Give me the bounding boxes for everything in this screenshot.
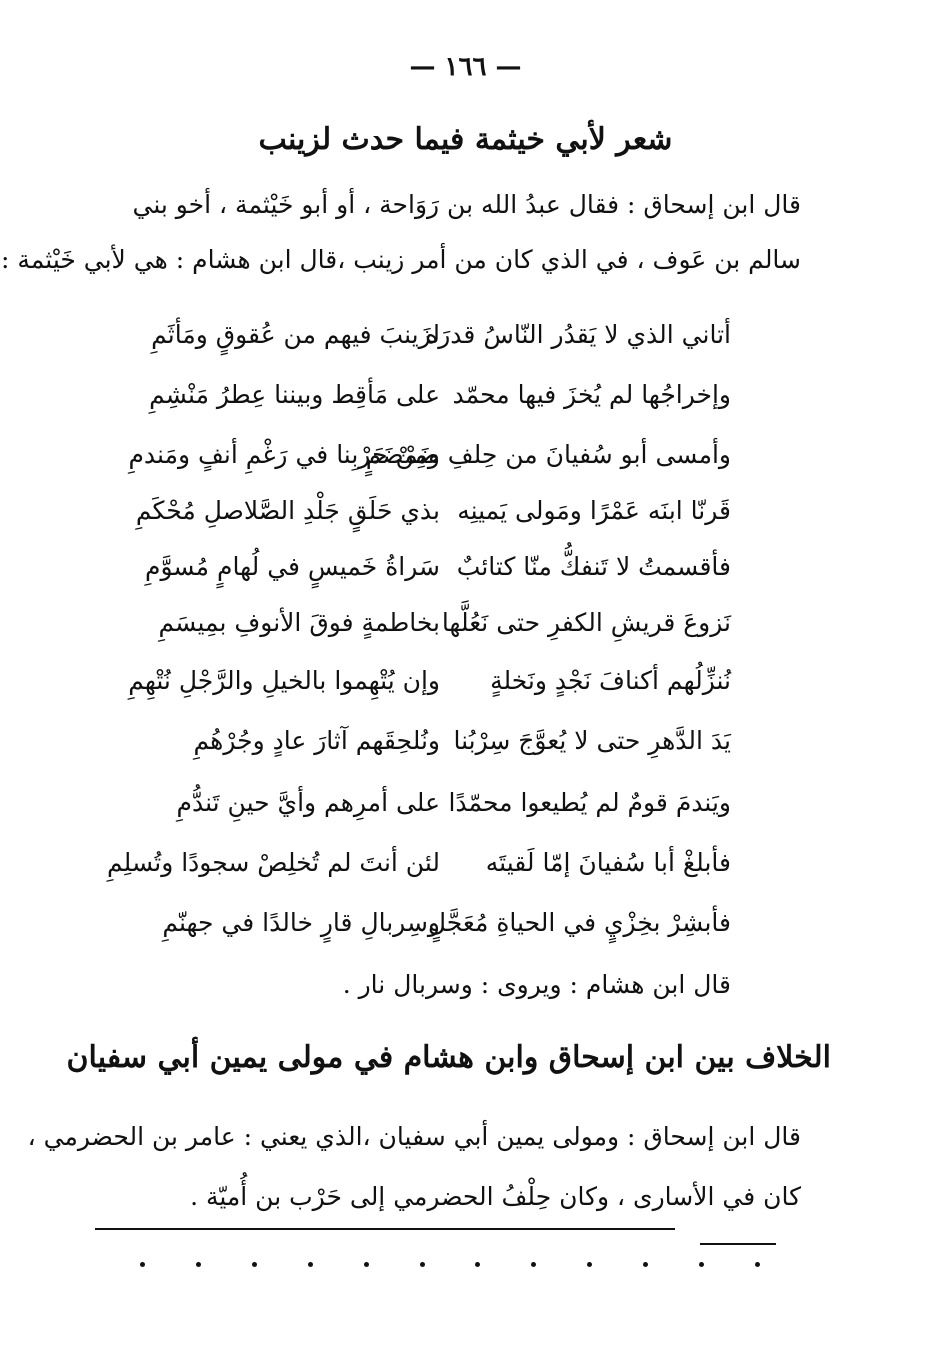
verse-5-second-hemistich: سَراةُ خَميسٍ في لُهامٍ مُسوَّمِ: [144, 552, 440, 581]
dot: [196, 1262, 201, 1267]
verse-2: [0, 380, 931, 426]
verse-11-second-hemistich: وسِربالِ قارٍ خالدًا في جهنّمِ: [162, 908, 440, 937]
dot: [755, 1262, 760, 1267]
footnote-rule-right: [700, 1243, 776, 1245]
verse-2-second-hemistich: على مَأقِط وبيننا عِطرُ مَنْشِمِ: [149, 380, 440, 409]
dot: [643, 1262, 648, 1267]
dot: [699, 1262, 704, 1267]
verse-4-second-hemistich: بذي حَلَقٍ جَلْدِ الصَّلاصلِ مُحْكَمِ: [135, 496, 440, 525]
verse-5-first-hemistich: فأقسمتُ لا تَنفكُّ منّا كتائبٌ: [456, 552, 731, 581]
verse-6: [0, 608, 931, 654]
verse-3: [0, 440, 931, 486]
verse-11-first-hemistich: فأبشِرْ بخِزْيٍ في الحياةِ مُعَجَّلٍ: [427, 908, 731, 937]
verse-9: [0, 788, 931, 834]
hisham-note: قال ابن هشام : ويروى : وسربال نار .: [342, 970, 731, 999]
verse-4-first-hemistich: قَرنّا ابنَه عَمْرًا ومَولى يَمينِه: [457, 496, 731, 525]
verse-6-second-hemistich: بخاطمةٍ فوقَ الأنوفِ بمِيسَمِ: [158, 608, 440, 637]
page-number: — ١٦٦ —: [409, 52, 522, 82]
verse-3-second-hemistich: ومِنْ حَرْبِنا في رَغْمِ أنفٍ ومَندمِ: [128, 440, 440, 469]
verse-8-first-hemistich: يَدَ الدَّهرِ حتى لا يُعوَّجَ سِرْبُنا: [453, 726, 731, 755]
verse-3-first-hemistich: وأمسى أبو سُفيانَ من حِلفِ ضَمْضَمٍ: [365, 440, 731, 469]
outro-line-1: قال ابن إسحاق : ومولى يمين أبي سفيان ،الذي يعني : عامر بن الحضرمي ،: [27, 1122, 801, 1151]
verse-10-second-hemistich: لئن أنتَ لم تُخلِصْ سجودًا وتُسلِمِ: [107, 848, 440, 877]
verse-1-second-hemistich: لزَينبَ فيهم من عُقوقٍ ومَأثَمِ: [151, 320, 440, 349]
section-heading-1: شعر لأبي خيثمة فيما حدث لزينب: [258, 122, 673, 157]
verse-5: [0, 552, 931, 598]
intro-line-1: قال ابن إسحاق : فقال عبدُ الله بن رَوَاحة ، أو أبو خَيْثمة ، أخو بني: [132, 190, 801, 219]
section-heading-2: الخلاف بين ابن إسحاق وابن هشام في مولى يمين أبي سفيان: [66, 1040, 831, 1075]
dot: [475, 1262, 480, 1267]
verse-1-first-hemistich: أتاني الذي لا يَقدُر النّاسُ قدرَه: [425, 320, 731, 349]
intro-line-2: سالم بن عَوف ، في الذي كان من أمر زينب ،قال ابن هشام : هي لأبي خَيْثمة :: [1, 245, 801, 274]
dot: [364, 1262, 369, 1267]
dot: [420, 1262, 425, 1267]
footnote-rule-left: [95, 1228, 675, 1230]
verse-10: [0, 848, 931, 894]
verse-10-first-hemistich: فأبلغْ أبا سُفيانَ إمّا لَقيتَه: [485, 848, 731, 877]
footnote-dots: [140, 1262, 760, 1267]
verse-9-second-hemistich: على أمرِهم وأيَّ حينِ تَندُّمِ: [176, 788, 440, 817]
dot: [308, 1262, 313, 1267]
dot: [252, 1262, 257, 1267]
verse-2-first-hemistich: وإخراجُها لم يُخزَ فيها محمّد: [452, 380, 731, 409]
verse-4: [0, 496, 931, 542]
verse-8-second-hemistich: ونُلحِقَهم آثارَ عادٍ وجُرْهُمِ: [193, 726, 440, 755]
verse-7-second-hemistich: وإن يُتْهِموا بالخيلِ والرَّجْلِ نُتْهِمِ: [128, 666, 440, 695]
verse-8: [0, 726, 931, 772]
verse-11: [0, 908, 931, 954]
outro-line-2: كان في الأسارى ، وكان حِلْفُ الحضرمي إلى حَرْب بن أُميّة .: [190, 1182, 801, 1211]
verse-7: [0, 666, 931, 712]
dot: [140, 1262, 145, 1267]
verse-9-first-hemistich: ويَندمَ قومٌ لم يُطيعوا محمّدًا: [448, 788, 731, 817]
dot: [531, 1262, 536, 1267]
dot: [587, 1262, 592, 1267]
verse-7-first-hemistich: نُنزِّلُهم أكنافَ نَجْدٍ ونَخلةٍ: [490, 666, 731, 695]
verse-6-first-hemistich: نَزوعَ قريشِ الكفرِ حتى نَعُلَّها: [441, 608, 731, 637]
verse-1: [0, 320, 931, 366]
